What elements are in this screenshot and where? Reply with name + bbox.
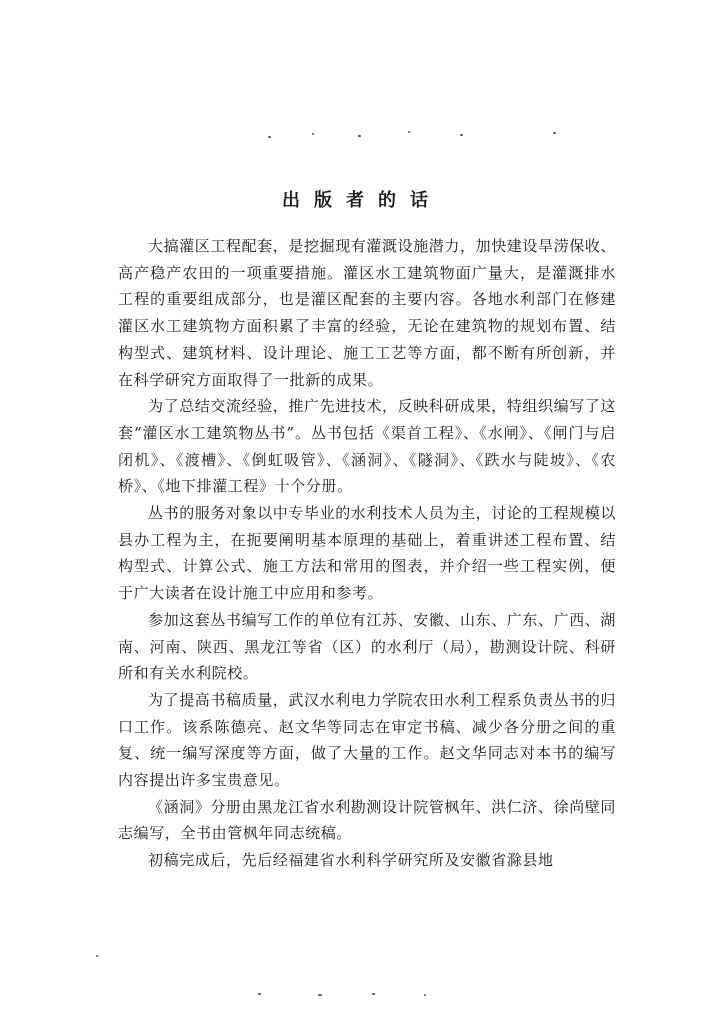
page-title: 出版者的话 <box>282 190 442 211</box>
scan-speck <box>268 136 271 138</box>
paragraph: 为了提高书稿质量，武汉水利电力学院农田水利工程系负责丛书的归口工作。该系陈德亮、赵文华等同志在审定书稿、减少各分册之间的重复、统一编写深度等方面，做了大量的工作。赵文华同志对本书的编写内容提出许多宝贵意见。 <box>118 690 617 790</box>
scan-speck <box>312 133 314 135</box>
scan-speck <box>408 131 410 133</box>
scan-speck <box>258 993 261 995</box>
paragraph: 参加这套丛书编写工作的单位有江苏、安徽、山东、广东、广西、湖南、河南、陕西、黑龙江等省（区）的水利厅（局），勘测设计院、科研所和有关水利院校。 <box>118 610 617 683</box>
paragraph: 大搞灌区工程配套，是挖掘现有灌溉设施潜力，加快建设旱涝保收、高产稳产农田的一项重要措施。灌区水工建筑物面广量大，是灌溉排水工程的重要组成部分，也是灌区配套的主要内容。各地水利部门在修建灌区水工建筑物方面积累了丰富的经验，无论在建筑物的规划布置、结构型式、建筑材料、设计理论、施工工艺等方面，都不断有所创新，并在科学研究方面取得了一批新的成果。 <box>118 237 617 389</box>
paragraph: 为了总结交流经验，推广先进技术，反映科研成果，特组织编写了这套“灌区水工建筑物丛书”。丛书包括《渠首工程》、《水闸》、《闸门与启闭机》、《渡槽》、《倒虹吸管》、《涵洞》、《隧洞》、《跌水与陡坡》、《农桥》、《地下排灌工程》十个分册。 <box>118 397 617 496</box>
scan-speck <box>96 955 98 957</box>
scan-speck <box>460 134 463 136</box>
body-text <box>118 233 616 874</box>
paragraph: 《涵洞》分册由黑龙江省水利勘测设计院管枫年、洪仁济、徐尚壁同志编写，全书由管枫年同志统稿。 <box>118 797 617 843</box>
scan-speck <box>318 994 322 996</box>
paragraph: 丛书的服务对象以中专毕业的水利技术人员为主，讨论的工程规模以县办工程为主，在扼要阐明基本原理的基础上，着重讲述工程布置、结构型式、计算公式、施工方法和常用的图表，并介绍一些工程实例，便于广大读者在设计施工中应用和参考。 <box>118 504 617 603</box>
scan-speck <box>553 132 556 134</box>
scan-speck <box>424 994 426 996</box>
paragraph: 初稿完成后，先后经福建省水利科学研究所及安徽省滁县地 <box>148 851 554 870</box>
scan-speck <box>372 993 375 995</box>
scan-speck <box>358 135 361 137</box>
